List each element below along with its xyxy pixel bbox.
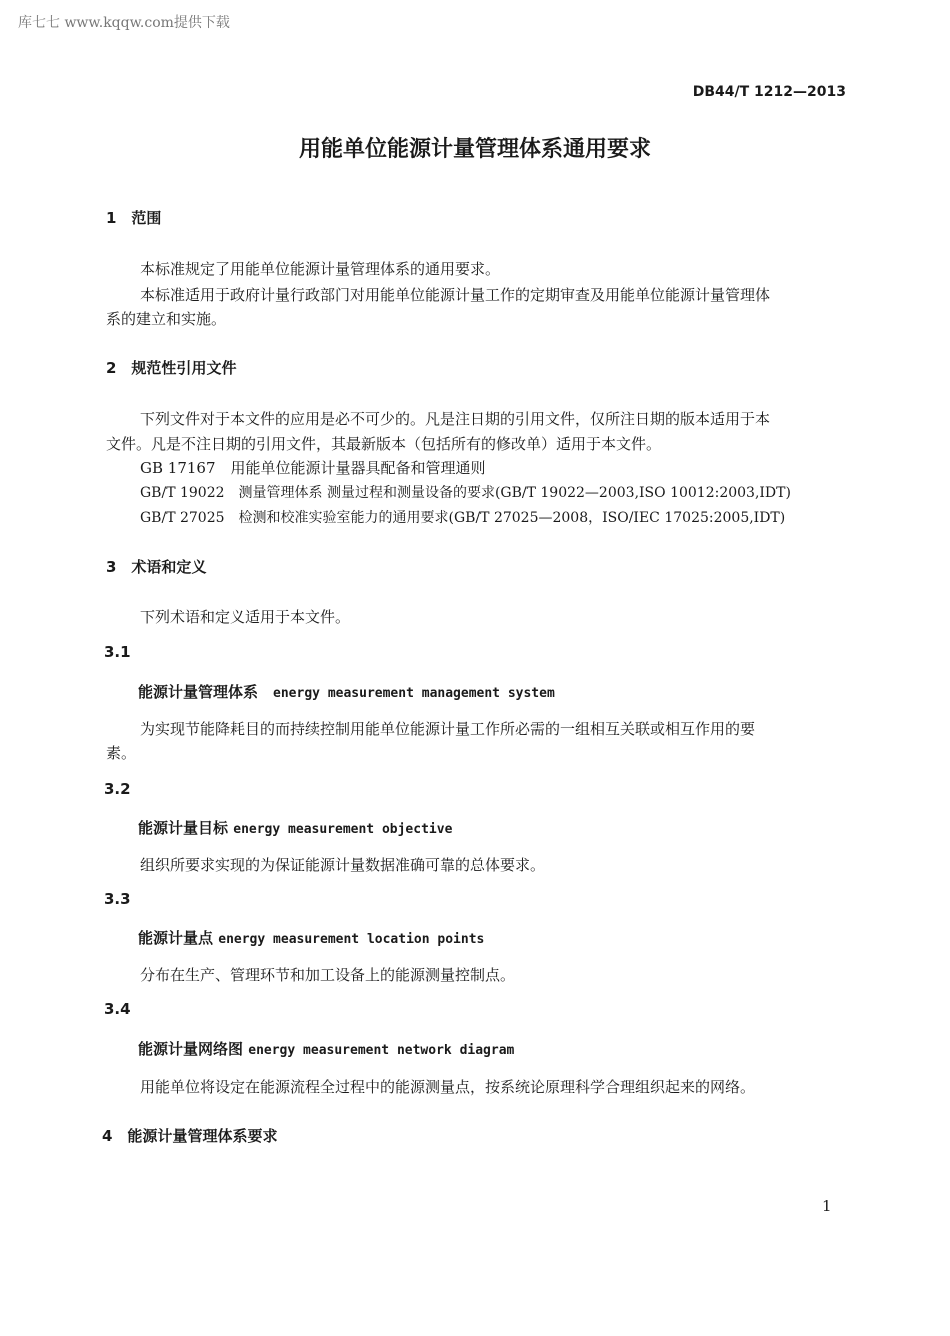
paragraph: 本标准规定了用能单位能源计量管理体系的通用要求。 [140,260,501,278]
reference-item: GB/T 19022 测量管理体系 测量过程和测量设备的要求(GB/T 19022—2003,ISO 10012:2003,IDT) [140,485,791,501]
reference-item: GB/T 27025 检测和校准实验室能力的通用要求(GB/T 27025—2008，ISO/IEC 17025:2005,IDT) [140,510,786,526]
term-title [138,1038,514,1059]
paragraph: 本标准适用于政府计量行政部门对用能单位能源计量工作的定期审查及用能单位能源计量管理体 [140,286,771,304]
term-en: energy measurement management system [273,686,555,701]
term-definition: 素。 [106,744,137,762]
term-title [138,927,484,948]
paragraph: 文件。凡是不注日期的引用文件，其最新版本（包括所有的修改单）适用于本文件。 [106,435,662,453]
document-code: DB44/T 1212—2013 [692,84,846,100]
paragraph: 下列术语和定义适用于本文件。 [140,608,351,626]
term-title [138,817,452,838]
term-zh: 能源计量网络图 [138,1040,244,1058]
term-en: energy measurement location points [218,932,485,947]
document-title: 用能单位能源计量管理体系通用要求 [298,137,651,162]
section-heading: 2 规范性引用文件 [106,359,237,377]
reference-item: GB 17167 用能单位能源计量器具配备和管理通则 [140,459,486,477]
term-en: energy measurement objective [233,822,453,837]
term-zh: 能源计量点 [138,929,214,947]
section-heading: 4 能源计量管理体系要求 [102,1127,278,1145]
paragraph: 系的建立和实施。 [106,310,227,328]
term-en: energy measurement network diagram [248,1043,515,1058]
term-definition: 组织所要求实现的为保证能源计量数据准确可靠的总体要求。 [140,856,546,874]
term-definition: 为实现节能降耗目的而持续控制用能单位能源计量工作所必需的一组相互关联或相互作用的要 [140,720,756,738]
page-number: 1 [822,1197,832,1215]
term-number: 3.3 [104,890,131,908]
term-definition: 分布在生产、管理环节和加工设备上的能源测量控制点。 [140,966,516,984]
term-title [138,681,555,702]
term-zh: 能源计量管理体系 [138,683,259,701]
paragraph: 下列文件对于本文件的应用是必不可少的。凡是注日期的引用文件，仅所注日期的版本适用于本 [140,410,771,428]
section-heading: 1 范围 [106,209,162,227]
term-zh: 能源计量目标 [138,819,229,837]
term-number: 3.1 [104,643,131,661]
term-definition: 用能单位将设定在能源流程全过程中的能源测量点，按系统论原理科学合理组织起来的网络。 [140,1078,756,1096]
watermark: 库七七 www.kqqw.com提供下载 [18,15,230,31]
term-number: 3.4 [104,1000,131,1018]
section-heading: 3 术语和定义 [106,558,207,576]
term-number: 3.2 [104,780,131,798]
